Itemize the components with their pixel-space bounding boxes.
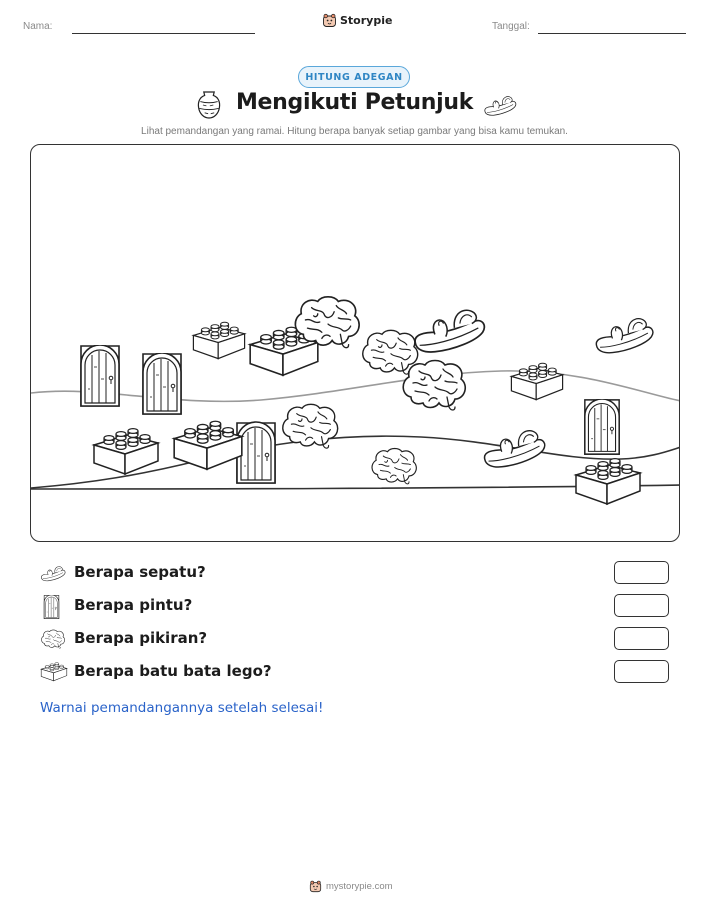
sandal-icon — [40, 562, 66, 584]
hill-line-back — [31, 371, 680, 402]
question-text: Berapa pintu? — [74, 596, 193, 614]
question-text: Berapa pikiran? — [74, 629, 208, 647]
brain-icon — [40, 628, 66, 650]
lego-brick — [193, 322, 244, 358]
storypie-logo-icon — [309, 880, 322, 893]
brain — [403, 361, 465, 411]
name-field[interactable] — [72, 33, 255, 34]
brain — [372, 449, 416, 484]
door — [237, 422, 275, 483]
question-row — [40, 660, 670, 686]
question-text: Berapa batu bata lego? — [74, 662, 272, 680]
date-label: Tanggal: — [492, 21, 530, 32]
date-field[interactable] — [538, 33, 686, 34]
lego-brick — [94, 429, 158, 474]
door — [143, 353, 181, 414]
coloring-note: Warnai pemandangannya setelah selesai! — [40, 700, 324, 716]
footer — [309, 880, 393, 893]
brand-logo — [322, 13, 392, 28]
lego-brick — [511, 363, 562, 399]
door-icon — [43, 595, 60, 619]
section-badge: HITUNG ADEGAN — [298, 66, 410, 88]
question-row — [40, 594, 670, 620]
question-text: Berapa sepatu? — [74, 563, 206, 581]
lego-brick — [174, 421, 242, 469]
question-row — [40, 627, 670, 653]
lego-brick — [576, 459, 640, 504]
page-title: Mengikuti Petunjuk — [235, 90, 474, 115]
sandal — [596, 319, 653, 353]
question-row — [40, 561, 670, 587]
instructions: Lihat pemandangan yang ramai. Hitung berapa banyak setiap gambar yang bisa kamu temukan. — [141, 126, 568, 137]
door — [585, 399, 619, 454]
lego-brick-icon — [40, 661, 68, 683]
brand-name: Storypie — [340, 14, 393, 27]
name-label: Nama: — [23, 21, 53, 32]
door — [81, 345, 119, 406]
scene-illustration — [30, 144, 680, 542]
answer-box-lego[interactable] — [614, 660, 669, 683]
sandal — [485, 431, 545, 467]
storypie-logo-icon — [322, 13, 337, 28]
answer-box-doors[interactable] — [614, 594, 669, 617]
sandal-icon — [483, 92, 517, 118]
answer-box-shoes[interactable] — [614, 561, 669, 584]
sandal — [415, 310, 484, 352]
footer-url[interactable]: mystorypie.com — [326, 881, 393, 892]
brain — [283, 404, 338, 448]
answer-box-brains[interactable] — [614, 627, 669, 650]
brain — [363, 330, 418, 374]
